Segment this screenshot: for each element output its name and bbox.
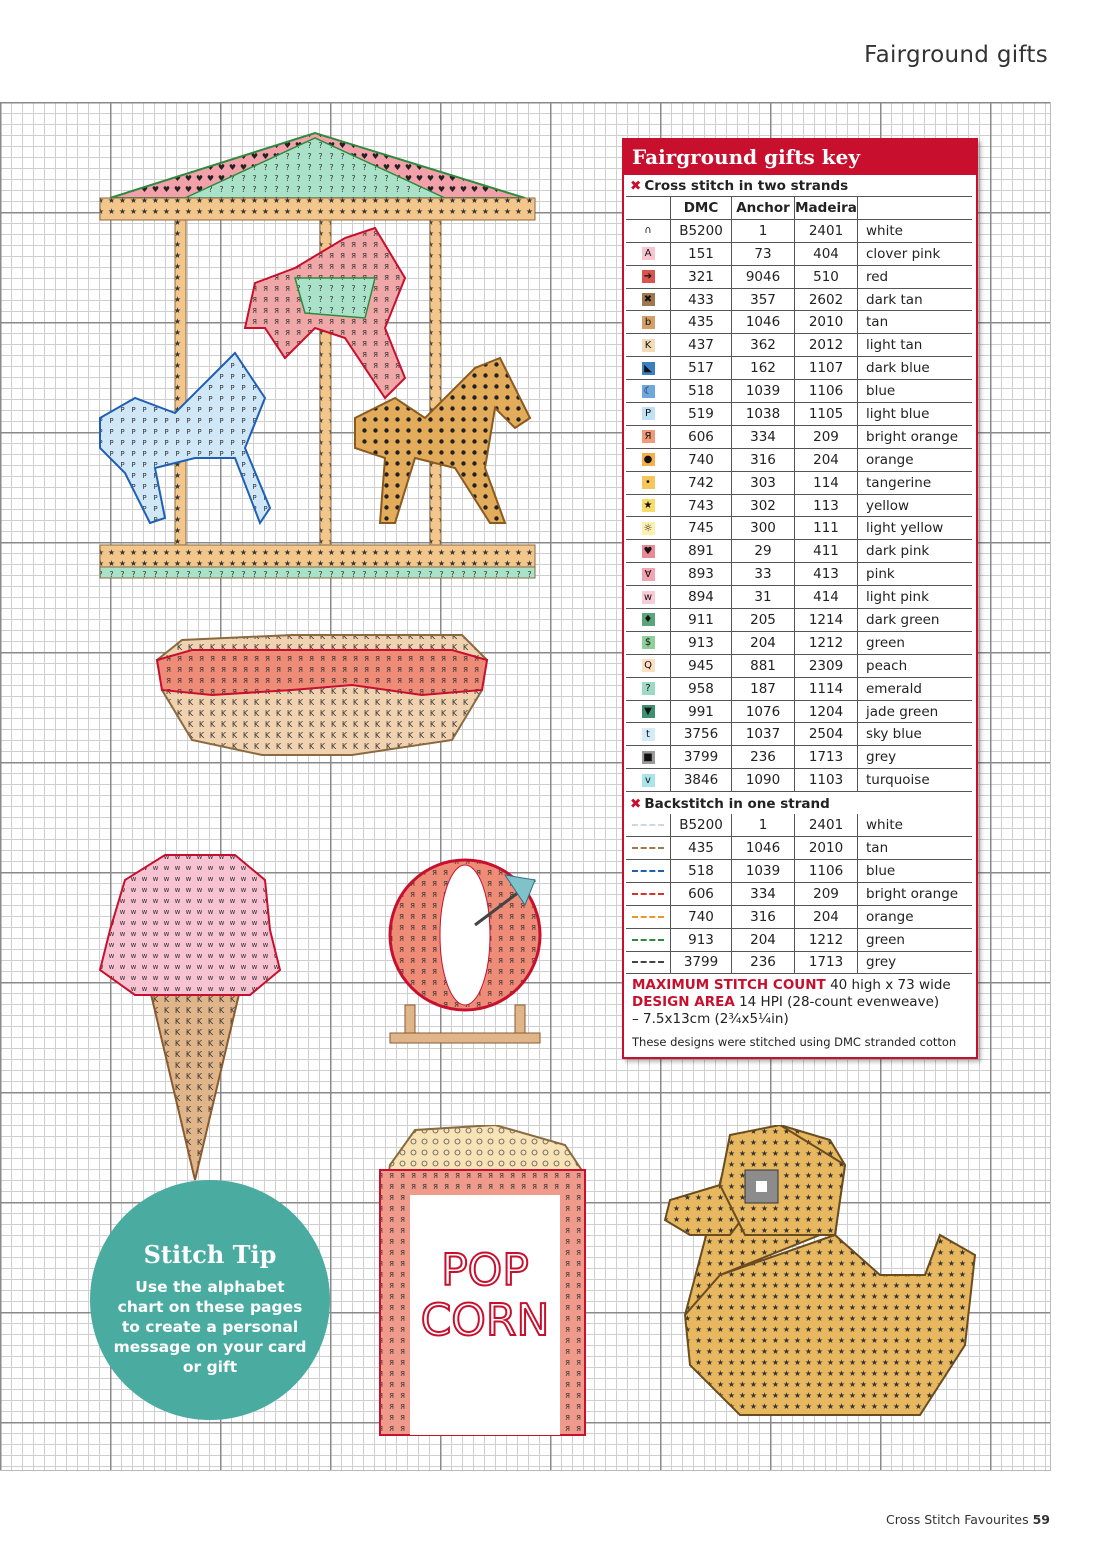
thread-name: yellow <box>858 494 973 517</box>
design-area-label: DESIGN AREA <box>632 994 735 1011</box>
max-stitch-value: 40 high x 73 wide <box>830 977 951 994</box>
dmc-code: 740 <box>671 448 732 471</box>
key-row <box>626 540 972 563</box>
thread-name: orange <box>858 448 973 471</box>
thread-name: blue <box>858 859 973 882</box>
thread-swatch-icon: ■ <box>643 751 653 763</box>
madeira-code: 1204 <box>795 700 858 723</box>
cross-icon: ✖ <box>630 796 642 813</box>
thread-name: tan <box>858 837 973 860</box>
thread-name: light tan <box>858 334 973 357</box>
madeira-code: 2401 <box>795 814 858 836</box>
thread-name: green <box>858 928 973 951</box>
thread-swatch-icon: Q <box>642 659 655 672</box>
key-row <box>626 517 972 540</box>
thread-name: sky blue <box>858 723 973 746</box>
ice-cream-motif <box>95 850 285 1190</box>
madeira-code: 1105 <box>795 403 858 426</box>
anchor-code: 334 <box>732 425 795 448</box>
anchor-code: 316 <box>732 905 795 928</box>
thread-name: grey <box>858 951 973 974</box>
madeira-code: 114 <box>795 471 858 494</box>
madeira-code: 209 <box>795 425 858 448</box>
dmc-code: 742 <box>671 471 732 494</box>
thread-swatch-icon: $ <box>642 636 655 649</box>
dmc-code: 517 <box>671 357 732 380</box>
madeira-code: 1114 <box>795 677 858 700</box>
madeira-code: 2602 <box>795 288 858 311</box>
key-row <box>626 265 972 288</box>
thread-name: dark pink <box>858 540 973 563</box>
max-stitch-label: MAXIMUM STITCH COUNT <box>632 977 826 994</box>
thread-name: red <box>858 265 973 288</box>
dmc-code: 151 <box>671 242 732 265</box>
anchor-code: 300 <box>732 517 795 540</box>
anchor-code: 1046 <box>732 311 795 334</box>
madeira-code: 2309 <box>795 654 858 677</box>
anchor-code: 204 <box>732 928 795 951</box>
anchor-code: 1046 <box>732 837 795 860</box>
dmc-code: 745 <box>671 517 732 540</box>
thread-swatch-icon: ☾ <box>642 385 655 398</box>
anchor-code: 1090 <box>732 769 795 792</box>
key-row <box>626 471 972 494</box>
thread-swatch-icon: ? <box>642 682 655 695</box>
dmc-code: 913 <box>671 631 732 654</box>
page-number: 59 <box>1032 1512 1050 1527</box>
key-row <box>626 723 972 746</box>
thread-swatch-icon: ✖ <box>642 293 655 306</box>
dmc-code: 3799 <box>671 951 732 974</box>
thread-name: light yellow <box>858 517 973 540</box>
key-row <box>626 654 972 677</box>
thread-key <box>622 138 978 1059</box>
key-row <box>626 882 972 905</box>
anchor-code: 9046 <box>732 265 795 288</box>
key-row <box>626 425 972 448</box>
key-row <box>626 219 972 242</box>
thread-swatch-icon: A <box>642 247 655 260</box>
thread-swatch-icon: b <box>642 316 655 329</box>
thread-swatch-icon: K <box>642 339 655 352</box>
thread-swatch-icon: ∩ <box>642 224 655 237</box>
key-row <box>626 242 972 265</box>
backstitch-line-icon <box>632 824 664 826</box>
thread-name: dark green <box>858 609 973 632</box>
anchor-code: 1076 <box>732 700 795 723</box>
dmc-code: 891 <box>671 540 732 563</box>
cross-icon: ✖ <box>630 178 642 194</box>
anchor-code: 1038 <box>732 403 795 426</box>
backstitch-line-icon <box>632 916 664 918</box>
key-row <box>626 494 972 517</box>
thread-swatch-icon: Я <box>642 430 655 443</box>
cross-stitch-table <box>626 196 972 792</box>
duck-motif <box>660 1125 980 1420</box>
madeira-code: 2010 <box>795 837 858 860</box>
madeira-code: 1713 <box>795 746 858 769</box>
anchor-code: 1039 <box>732 380 795 403</box>
stitch-tip <box>90 1180 330 1420</box>
backstitch-heading: ✖ Backstitch in one strand <box>630 796 830 813</box>
key-row <box>626 609 972 632</box>
madeira-code: 1212 <box>795 631 858 654</box>
madeira-code: 411 <box>795 540 858 563</box>
key-row <box>626 563 972 586</box>
anchor-code: 31 <box>732 586 795 609</box>
anchor-code: 205 <box>732 609 795 632</box>
dmc-code: 435 <box>671 837 732 860</box>
thread-name: bright orange <box>858 425 973 448</box>
thread-name: jade green <box>858 700 973 723</box>
key-row <box>626 905 972 928</box>
madeira-code: 204 <box>795 905 858 928</box>
tip-title: Stitch Tip <box>143 1240 277 1269</box>
thread-swatch-icon: P <box>642 407 655 420</box>
key-row <box>626 288 972 311</box>
col-madeira: Madeira <box>795 197 858 220</box>
dmc-code: 518 <box>671 859 732 882</box>
madeira-code: 1212 <box>795 928 858 951</box>
dmc-code: 437 <box>671 334 732 357</box>
dmc-code: 606 <box>671 882 732 905</box>
backstitch-line-icon <box>632 870 664 872</box>
thread-swatch-icon: ▼ <box>642 705 655 718</box>
key-row <box>626 746 972 769</box>
dmc-code: 435 <box>671 311 732 334</box>
thread-swatch-icon: • <box>642 476 655 489</box>
thread-name: white <box>858 219 973 242</box>
madeira-code: 204 <box>795 448 858 471</box>
backstitch-line-icon <box>632 939 664 941</box>
tip-body: Use the alphabet chart on these pages to create a personal message on your card or gift <box>113 1278 307 1376</box>
thread-name: tangerine <box>858 471 973 494</box>
backstitch-table <box>626 814 972 974</box>
design-area-value: 14 HPI (28-count evenweave) <box>739 994 940 1011</box>
thread-name: white <box>858 814 973 836</box>
thread-name: turquoise <box>858 769 973 792</box>
madeira-code: 2401 <box>795 219 858 242</box>
dmc-code: 911 <box>671 609 732 632</box>
madeira-code: 111 <box>795 517 858 540</box>
thread-swatch-icon: ★ <box>642 499 655 512</box>
anchor-code: 1039 <box>732 859 795 882</box>
dmc-code: 743 <box>671 494 732 517</box>
dmc-code: 945 <box>671 654 732 677</box>
dmc-code: B5200 <box>671 814 732 836</box>
key-row <box>626 769 972 792</box>
dmc-code: B5200 <box>671 219 732 242</box>
key-row <box>626 837 972 860</box>
thread-name: pink <box>858 563 973 586</box>
dmc-code: 991 <box>671 700 732 723</box>
madeira-code: 510 <box>795 265 858 288</box>
thread-name: blue <box>858 380 973 403</box>
backstitch-line-icon <box>632 847 664 849</box>
anchor-code: 236 <box>732 951 795 974</box>
thread-name: dark blue <box>858 357 973 380</box>
anchor-code: 316 <box>732 448 795 471</box>
key-row <box>626 586 972 609</box>
key-row <box>626 677 972 700</box>
backstitch-line-icon <box>632 961 664 963</box>
popcorn-motif <box>375 1125 590 1445</box>
madeira-code: 1106 <box>795 380 858 403</box>
thread-swatch-icon: ☼ <box>642 522 655 535</box>
anchor-code: 302 <box>732 494 795 517</box>
section-title: Fairground gifts <box>864 42 1048 68</box>
popcorn-word-1: POP <box>441 1245 529 1296</box>
popcorn-word-2: CORN <box>420 1295 550 1346</box>
thread-swatch-icon: ♦ <box>642 613 655 626</box>
anchor-code: 1 <box>732 814 795 836</box>
thread-name: clover pink <box>858 242 973 265</box>
madeira-code: 413 <box>795 563 858 586</box>
dmc-code: 3756 <box>671 723 732 746</box>
thread-swatch-icon: ➔ <box>642 270 655 283</box>
anchor-code: 204 <box>732 631 795 654</box>
anchor-code: 1037 <box>732 723 795 746</box>
key-row <box>626 928 972 951</box>
thread-name: green <box>858 631 973 654</box>
anchor-code: 1 <box>732 219 795 242</box>
anchor-code: 33 <box>732 563 795 586</box>
dmc-code: 519 <box>671 403 732 426</box>
thread-name: grey <box>858 746 973 769</box>
col-dmc: DMC <box>671 197 732 220</box>
thread-swatch-icon: v <box>642 774 655 787</box>
dmc-code: 893 <box>671 563 732 586</box>
madeira-code: 1214 <box>795 609 858 632</box>
dmc-code: 913 <box>671 928 732 951</box>
page-footer <box>886 1512 1050 1527</box>
thread-name: orange <box>858 905 973 928</box>
anchor-code: 881 <box>732 654 795 677</box>
anchor-code: 357 <box>732 288 795 311</box>
thread-swatch-icon: t <box>642 728 655 741</box>
thread-swatch-icon: ● <box>642 453 655 466</box>
carousel-motif <box>95 128 545 588</box>
madeira-code: 1107 <box>795 357 858 380</box>
backstitch-line-icon <box>632 893 664 895</box>
target-motif <box>385 855 545 1045</box>
thread-name: light blue <box>858 403 973 426</box>
cross-stitch-heading: ✖ Cross stitch in two strands <box>630 178 849 194</box>
thread-swatch-icon: Ɐ <box>642 568 655 581</box>
madeira-code: 2012 <box>795 334 858 357</box>
anchor-code: 303 <box>732 471 795 494</box>
key-note: These designs were stitched using DMC stranded cotton <box>632 1035 957 1050</box>
dmc-code: 606 <box>671 425 732 448</box>
thread-name: dark tan <box>858 288 973 311</box>
dmc-code: 740 <box>671 905 732 928</box>
dmc-code: 433 <box>671 288 732 311</box>
anchor-code: 187 <box>732 677 795 700</box>
key-row <box>626 859 972 882</box>
design-area-value-2: – 7.5x13cm (2¾x5¼in) <box>632 1011 789 1028</box>
anchor-code: 29 <box>732 540 795 563</box>
key-row <box>626 380 972 403</box>
anchor-code: 236 <box>732 746 795 769</box>
thread-name: emerald <box>858 677 973 700</box>
madeira-code: 113 <box>795 494 858 517</box>
anchor-code: 362 <box>732 334 795 357</box>
key-row <box>626 334 972 357</box>
dmc-code: 3799 <box>671 746 732 769</box>
col-anchor: Anchor <box>732 197 795 220</box>
thread-swatch-icon: ♥ <box>642 545 655 558</box>
madeira-code: 1103 <box>795 769 858 792</box>
pie-motif <box>152 630 492 760</box>
anchor-code: 73 <box>732 242 795 265</box>
madeira-code: 2504 <box>795 723 858 746</box>
anchor-code: 334 <box>732 882 795 905</box>
dmc-code: 894 <box>671 586 732 609</box>
dmc-code: 518 <box>671 380 732 403</box>
thread-name: light pink <box>858 586 973 609</box>
publication-name: Cross Stitch Favourites <box>886 1512 1029 1527</box>
key-footer <box>624 974 976 1057</box>
key-row <box>626 951 972 974</box>
thread-name: tan <box>858 311 973 334</box>
thread-name: bright orange <box>858 882 973 905</box>
madeira-code: 2010 <box>795 311 858 334</box>
key-row <box>626 814 972 836</box>
madeira-code: 1106 <box>795 859 858 882</box>
key-row <box>626 311 972 334</box>
thread-name: peach <box>858 654 973 677</box>
madeira-code: 404 <box>795 242 858 265</box>
key-title: Fairground gifts key <box>624 140 976 175</box>
key-row <box>626 403 972 426</box>
key-row <box>626 357 972 380</box>
thread-swatch-icon: ◣ <box>642 362 655 375</box>
dmc-code: 3846 <box>671 769 732 792</box>
madeira-code: 209 <box>795 882 858 905</box>
key-row <box>626 700 972 723</box>
madeira-code: 1713 <box>795 951 858 974</box>
dmc-code: 321 <box>671 265 732 288</box>
thread-swatch-icon: w <box>642 591 655 604</box>
dmc-code: 958 <box>671 677 732 700</box>
madeira-code: 414 <box>795 586 858 609</box>
anchor-code: 162 <box>732 357 795 380</box>
key-row <box>626 631 972 654</box>
key-row <box>626 448 972 471</box>
